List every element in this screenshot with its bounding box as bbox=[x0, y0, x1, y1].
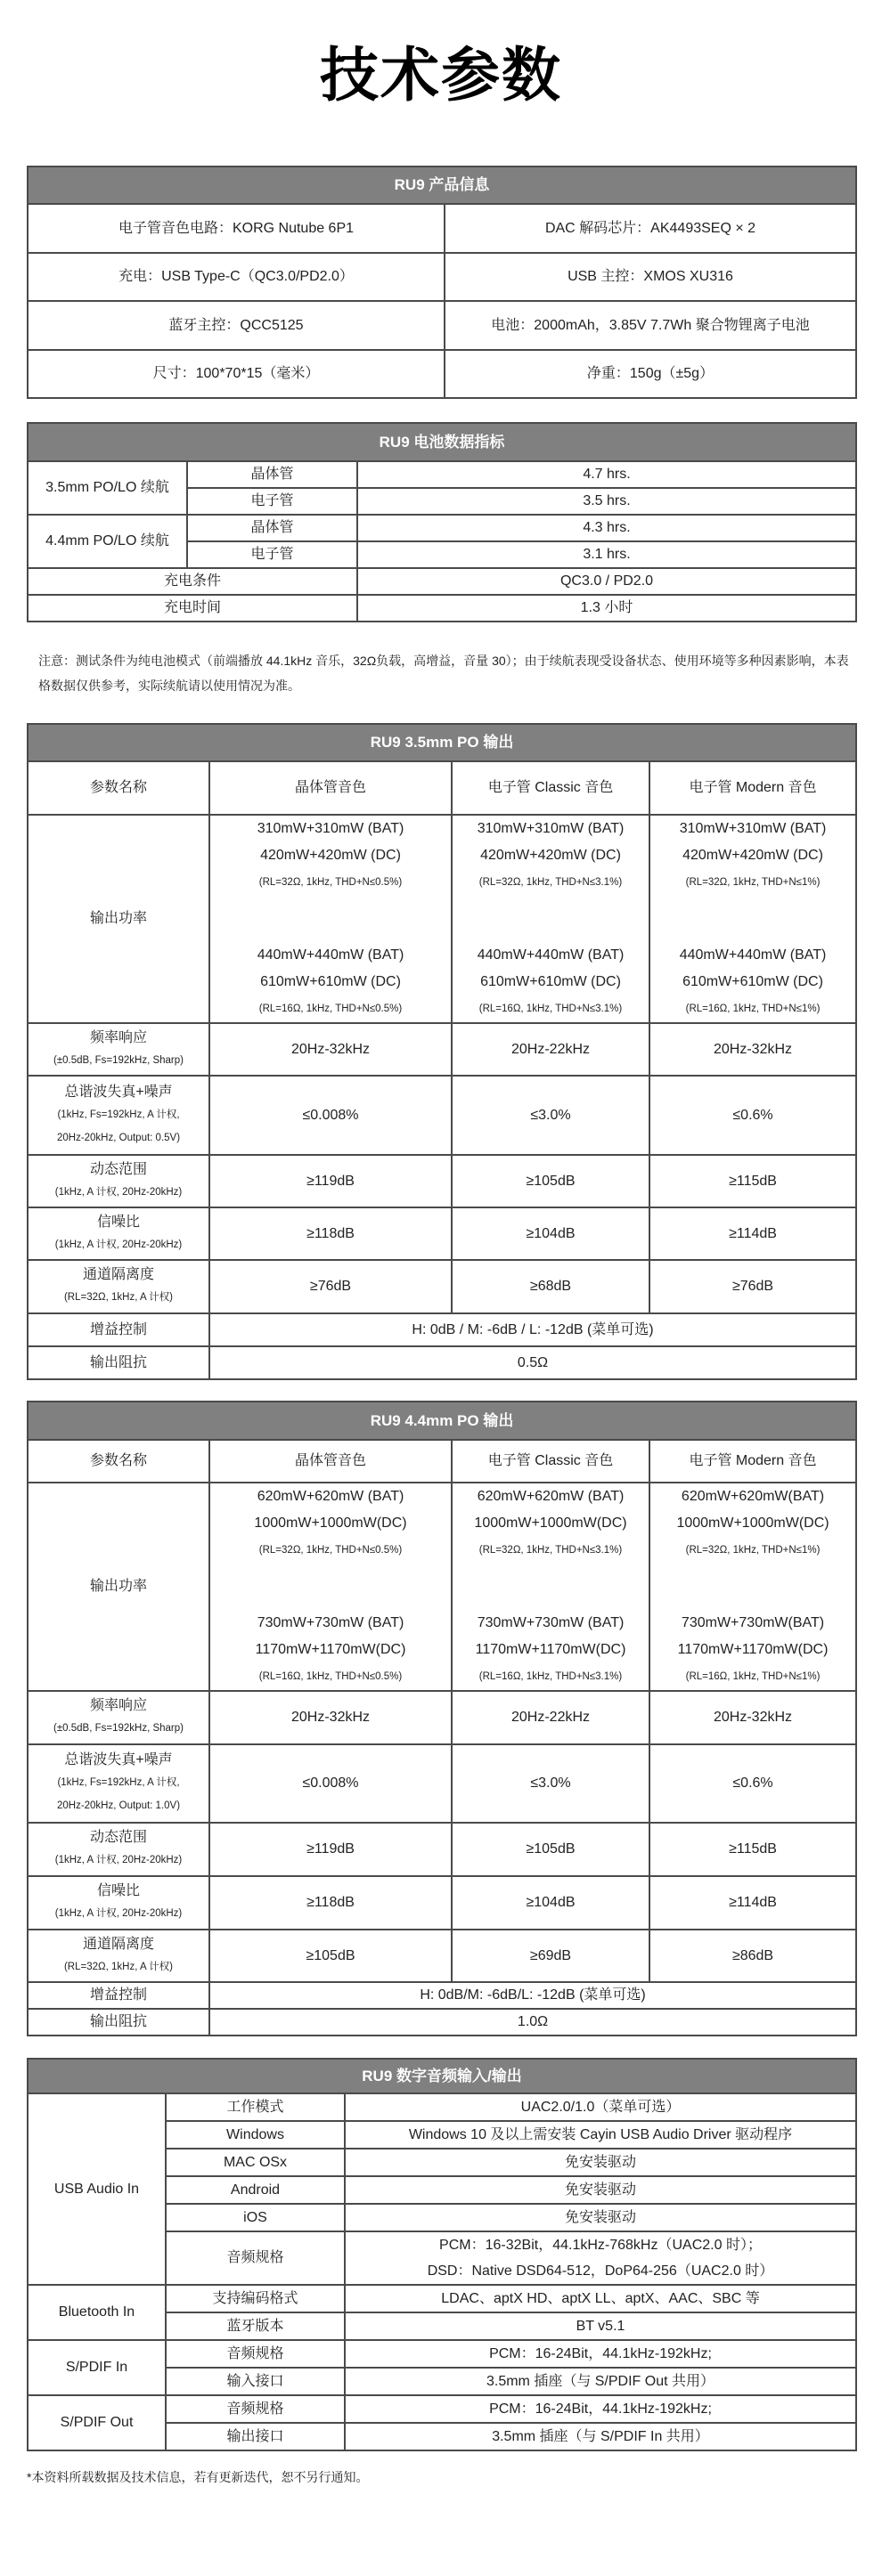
spec-label: iOS bbox=[166, 2204, 345, 2231]
spec-value-line: BT v5.1 bbox=[576, 2319, 625, 2334]
table-row bbox=[28, 1691, 856, 1744]
interface-label: S/PDIF Out bbox=[28, 2395, 166, 2450]
table-header: RU9 4.4mm PO 输出 bbox=[28, 1402, 856, 1440]
table-row bbox=[28, 2059, 856, 2093]
battery-value: 4.7 hrs. bbox=[357, 461, 856, 488]
param-value: ≤0.6% bbox=[649, 1076, 856, 1155]
table-row bbox=[28, 595, 856, 622]
param-value: ≥115dB bbox=[649, 1823, 856, 1876]
param-label bbox=[28, 1691, 209, 1744]
charge-value: QC3.0 / PD2.0 bbox=[357, 568, 856, 595]
interface-label: USB Audio In bbox=[28, 2093, 166, 2285]
spec-label: 音频规格 bbox=[166, 2340, 345, 2368]
param-value: ≤3.0% bbox=[452, 1744, 649, 1823]
digital-audio-table bbox=[27, 2058, 857, 2451]
power-condition: (RL=32Ω, 1kHz, THD+N≤3.1%) bbox=[478, 877, 623, 888]
spec-value-line: UAC2.0/1.0（菜单可选） bbox=[520, 2100, 681, 2115]
param-condition: 20Hz-20kHz, Output: 1.0V) bbox=[56, 1800, 181, 1811]
gain-value: H: 0dB/M: -6dB/L: -12dB (菜单可选) bbox=[209, 1982, 856, 2009]
power-value: 440mW+440mW (BAT) bbox=[477, 947, 625, 963]
param-value: 20Hz-32kHz bbox=[649, 1023, 856, 1076]
spec-value-line: Windows 10 及以上需安装 Cayin USB Audio Driver 驱动程序 bbox=[408, 2127, 793, 2142]
power-value: 420mW+420mW (DC) bbox=[682, 848, 823, 863]
param-name: 信噪比 bbox=[96, 1214, 140, 1230]
impedance-value: 1.0Ω bbox=[209, 2009, 856, 2036]
param-label bbox=[28, 1023, 209, 1076]
power-condition: (RL=16Ω, 1kHz, THD+N≤3.1%) bbox=[478, 1671, 623, 1682]
param-value: ≥104dB bbox=[452, 1876, 649, 1930]
param-name: 信噪比 bbox=[96, 1883, 140, 1898]
param-value: ≥105dB bbox=[209, 1930, 452, 1982]
battery-mode: 晶体管 bbox=[187, 515, 357, 541]
param-label bbox=[28, 1155, 209, 1207]
param-label bbox=[28, 1744, 209, 1823]
column-header: 电子管 Modern 音色 bbox=[649, 1440, 856, 1483]
param-name: 动态范围 bbox=[89, 1161, 147, 1177]
power-value: 1000mW+1000mW(DC) bbox=[254, 1516, 407, 1531]
spec-label: 蓝牙版本 bbox=[166, 2312, 345, 2340]
spec-value-line: 3.5mm 插座（与 S/PDIF Out 共用） bbox=[486, 2374, 715, 2389]
param-value: ≥118dB bbox=[209, 1207, 452, 1260]
param-value: 20Hz-22kHz bbox=[452, 1691, 649, 1744]
spec-cell: 尺寸：100*70*15（毫米） bbox=[28, 350, 445, 398]
spec-cell: 蓝牙主控：QCC5125 bbox=[28, 301, 445, 350]
charge-label: 充电时间 bbox=[28, 595, 357, 622]
param-value: ≤0.008% bbox=[209, 1744, 452, 1823]
param-name: 总谐波失真+噪声 bbox=[64, 1084, 173, 1100]
power-value: 730mW+730mW(BAT) bbox=[681, 1615, 825, 1630]
param-value: ≥114dB bbox=[649, 1207, 856, 1260]
power-condition: (RL=16Ω, 1kHz, THD+N≤0.5%) bbox=[258, 1004, 403, 1014]
footnote: *本资料所载数据及技术信息，若有更新迭代，恕不另行通知。 bbox=[27, 2470, 369, 2484]
battery-group-label: 3.5mm PO/LO 续航 bbox=[28, 461, 187, 515]
table-row bbox=[28, 2340, 856, 2368]
param-name: 通道隔离度 bbox=[82, 1936, 154, 1952]
table-row bbox=[28, 1023, 856, 1076]
param-value: 20Hz-32kHz bbox=[209, 1023, 452, 1076]
spec-cell: 净重：150g（±5g） bbox=[445, 350, 856, 398]
param-label: 输出功率 bbox=[28, 1483, 209, 1691]
table-row bbox=[28, 2093, 856, 2121]
table-row bbox=[28, 761, 856, 815]
spacer bbox=[214, 896, 447, 942]
spec-value-line: 免安装驱动 bbox=[564, 2155, 636, 2170]
battery-mode: 电子管 bbox=[187, 488, 357, 515]
table-row bbox=[28, 461, 856, 488]
power-value: 1170mW+1170mW(DC) bbox=[255, 1642, 406, 1657]
power-condition: (RL=16Ω, 1kHz, THD+N≤1%) bbox=[685, 1671, 821, 1682]
table-row bbox=[28, 1982, 856, 2009]
param-value: ≥114dB bbox=[649, 1876, 856, 1930]
power-value: 730mW+730mW (BAT) bbox=[257, 1615, 404, 1630]
battery-mode: 晶体管 bbox=[187, 461, 357, 488]
spec-value bbox=[345, 2149, 856, 2176]
battery-value: 3.1 hrs. bbox=[357, 541, 856, 568]
output-power-cell bbox=[649, 1483, 856, 1691]
table-row bbox=[28, 1930, 856, 1982]
table-row bbox=[28, 1876, 856, 1930]
table-row bbox=[28, 2395, 856, 2423]
power-value: 610mW+610mW (DC) bbox=[480, 974, 621, 989]
spec-cell: 电池：2000mAh，3.85V 7.7Wh 聚合物锂离子电池 bbox=[445, 301, 856, 350]
battery-value: 3.5 hrs. bbox=[357, 488, 856, 515]
param-value: ≥68dB bbox=[452, 1260, 649, 1313]
spec-value bbox=[345, 2231, 856, 2285]
power-condition: (RL=16Ω, 1kHz, THD+N≤3.1%) bbox=[478, 1004, 623, 1014]
param-value: ≤0.6% bbox=[649, 1744, 856, 1823]
param-value: ≥104dB bbox=[452, 1207, 649, 1260]
power-value: 310mW+310mW (BAT) bbox=[257, 821, 404, 836]
table-row bbox=[28, 1346, 856, 1379]
table-row bbox=[28, 423, 856, 461]
battery-mode: 电子管 bbox=[187, 541, 357, 568]
param-label bbox=[28, 1260, 209, 1313]
column-header: 电子管 Classic 音色 bbox=[452, 1440, 649, 1483]
param-condition: (RL=32Ω, 1kHz, A 计权) bbox=[63, 1961, 174, 1972]
spec-value-line: 免安装驱动 bbox=[564, 2182, 636, 2198]
param-name: 频率响应 bbox=[89, 1029, 147, 1045]
table-row bbox=[28, 1207, 856, 1260]
param-value: ≥119dB bbox=[209, 1155, 452, 1207]
charge-value: 1.3 小时 bbox=[357, 595, 856, 622]
power-value: 440mW+440mW (BAT) bbox=[679, 947, 827, 963]
spec-value-line: PCM：16-24Bit，44.1kHz-192kHz; bbox=[489, 2346, 712, 2361]
table-row bbox=[28, 1260, 856, 1313]
param-label bbox=[28, 1076, 209, 1155]
spec-value bbox=[345, 2093, 856, 2121]
spec-value bbox=[345, 2285, 856, 2312]
power-value: 420mW+420mW (DC) bbox=[260, 848, 401, 863]
table-row bbox=[28, 2285, 856, 2312]
spec-cell: USB 主控：XMOS XU316 bbox=[445, 253, 856, 301]
param-label: 输出阻抗 bbox=[28, 1346, 209, 1379]
power-condition: (RL=32Ω, 1kHz, THD+N≤0.5%) bbox=[258, 877, 403, 888]
power-condition: (RL=32Ω, 1kHz, THD+N≤0.5%) bbox=[258, 1545, 403, 1556]
spacer bbox=[654, 896, 852, 942]
table-row bbox=[28, 2009, 856, 2036]
spec-label: 支持编码格式 bbox=[166, 2285, 345, 2312]
table-row bbox=[28, 1402, 856, 1440]
param-label: 增益控制 bbox=[28, 1982, 209, 2009]
param-name: 动态范围 bbox=[89, 1830, 147, 1845]
spec-value-line: DSD：Native DSD64-512，DoP64-256（UAC2.0 时） bbox=[427, 2263, 774, 2279]
spec-label: MAC OSx bbox=[166, 2149, 345, 2176]
table-row bbox=[28, 815, 856, 1023]
spec-value-line: LDAC、aptX HD、aptX LL、aptX、AAC、SBC 等 bbox=[441, 2291, 760, 2306]
spacer bbox=[456, 896, 645, 942]
power-value: 620mW+620mW(BAT) bbox=[681, 1489, 825, 1504]
param-condition: (1kHz, A 计权, 20Hz-20kHz) bbox=[54, 1908, 183, 1919]
table-row bbox=[28, 724, 856, 761]
spec-label: 音频规格 bbox=[166, 2395, 345, 2423]
power-condition: (RL=16Ω, 1kHz, THD+N≤0.5%) bbox=[258, 1671, 403, 1682]
param-value: ≥86dB bbox=[649, 1930, 856, 1982]
output-power-cell bbox=[649, 815, 856, 1023]
spec-cell: 电子管音色电路：KORG Nutube 6P1 bbox=[28, 204, 445, 253]
param-condition: (1kHz, A 计权, 20Hz-20kHz) bbox=[54, 1855, 183, 1865]
spec-label: 输出接口 bbox=[166, 2423, 345, 2450]
spec-value bbox=[345, 2340, 856, 2368]
table-row bbox=[28, 204, 856, 253]
param-value: ≤0.008% bbox=[209, 1076, 452, 1155]
table-row bbox=[28, 1823, 856, 1876]
param-value: ≥76dB bbox=[209, 1260, 452, 1313]
power-value: 1170mW+1170mW(DC) bbox=[677, 1642, 829, 1657]
charge-label: 充电条件 bbox=[28, 568, 357, 595]
param-value: ≥119dB bbox=[209, 1823, 452, 1876]
table-row bbox=[28, 1313, 856, 1346]
spacer bbox=[456, 1564, 645, 1610]
param-label bbox=[28, 1930, 209, 1982]
battery-table bbox=[27, 422, 857, 622]
spec-value-line: PCM：16-24Bit，44.1kHz-192kHz; bbox=[489, 2401, 712, 2417]
power-value: 310mW+310mW (BAT) bbox=[679, 821, 827, 836]
param-value: 20Hz-32kHz bbox=[209, 1691, 452, 1744]
spec-value-line: 3.5mm 插座（与 S/PDIF In 共用） bbox=[492, 2429, 709, 2444]
output-power-cell bbox=[209, 1483, 452, 1691]
power-condition: (RL=32Ω, 1kHz, THD+N≤3.1%) bbox=[478, 1545, 623, 1556]
po44-output-table bbox=[27, 1401, 857, 2036]
table-header: RU9 电池数据指标 bbox=[28, 423, 856, 461]
param-condition: (1kHz, Fs=192kHz, A 计权, bbox=[57, 1109, 180, 1120]
power-value: 730mW+730mW (BAT) bbox=[477, 1615, 625, 1630]
spec-label: 工作模式 bbox=[166, 2093, 345, 2121]
battery-value: 4.3 hrs. bbox=[357, 515, 856, 541]
table-header: RU9 3.5mm PO 输出 bbox=[28, 724, 856, 761]
spec-value bbox=[345, 2368, 856, 2395]
interface-label: Bluetooth In bbox=[28, 2285, 166, 2340]
param-condition: (±0.5dB, Fs=192kHz, Sharp) bbox=[53, 1054, 184, 1066]
param-value: ≥118dB bbox=[209, 1876, 452, 1930]
param-value: ≥105dB bbox=[452, 1823, 649, 1876]
table-row bbox=[28, 253, 856, 301]
spec-value bbox=[345, 2395, 856, 2423]
power-value: 620mW+620mW (BAT) bbox=[477, 1489, 625, 1504]
spec-value bbox=[345, 2423, 856, 2450]
interface-label: S/PDIF In bbox=[28, 2340, 166, 2395]
param-label: 增益控制 bbox=[28, 1313, 209, 1346]
po35-output-table bbox=[27, 723, 857, 1380]
column-header: 参数名称 bbox=[28, 1440, 209, 1483]
param-condition: (1kHz, A 计权, 20Hz-20kHz) bbox=[54, 1186, 183, 1198]
power-value: 1000mW+1000mW(DC) bbox=[474, 1516, 627, 1531]
param-label bbox=[28, 1876, 209, 1930]
column-header: 晶体管音色 bbox=[209, 761, 452, 815]
power-value: 420mW+420mW (DC) bbox=[480, 848, 621, 863]
param-condition: (±0.5dB, Fs=192kHz, Sharp) bbox=[53, 1723, 184, 1734]
spec-label: 音频规格 bbox=[166, 2231, 345, 2285]
param-condition: 20Hz-20kHz, Output: 0.5V) bbox=[56, 1132, 181, 1143]
power-value: 620mW+620mW (BAT) bbox=[257, 1489, 404, 1504]
spec-value-line: 免安装驱动 bbox=[564, 2210, 636, 2225]
battery-group-label: 4.4mm PO/LO 续航 bbox=[28, 515, 187, 568]
spec-value bbox=[345, 2312, 856, 2340]
gain-value: H: 0dB / M: -6dB / L: -12dB (菜单可选) bbox=[209, 1313, 856, 1346]
param-value: ≥69dB bbox=[452, 1930, 649, 1982]
column-header: 参数名称 bbox=[28, 761, 209, 815]
table-row bbox=[28, 350, 856, 398]
power-value: 1170mW+1170mW(DC) bbox=[475, 1642, 626, 1657]
table-row bbox=[28, 1076, 856, 1155]
spec-label: Android bbox=[166, 2176, 345, 2204]
table-row bbox=[28, 568, 856, 595]
param-condition: (1kHz, Fs=192kHz, A 计权, bbox=[57, 1777, 180, 1788]
param-name: 频率响应 bbox=[89, 1698, 147, 1713]
table-row bbox=[28, 301, 856, 350]
param-condition: (RL=32Ω, 1kHz, A 计权) bbox=[63, 1292, 174, 1303]
table-row bbox=[28, 1744, 856, 1823]
param-label bbox=[28, 1207, 209, 1260]
product-info-table bbox=[27, 166, 857, 399]
column-header: 电子管 Modern 音色 bbox=[649, 761, 856, 815]
spec-label: 输入接口 bbox=[166, 2368, 345, 2395]
spec-cell: DAC 解码芯片：AK4493SEQ × 2 bbox=[445, 204, 856, 253]
spec-value bbox=[345, 2121, 856, 2149]
param-label: 输出阻抗 bbox=[28, 2009, 209, 2036]
param-label bbox=[28, 1823, 209, 1876]
param-name: 通道隔离度 bbox=[82, 1267, 154, 1282]
power-value: 610mW+610mW (DC) bbox=[260, 974, 401, 989]
power-condition: (RL=16Ω, 1kHz, THD+N≤1%) bbox=[685, 1004, 821, 1014]
param-name: 总谐波失真+噪声 bbox=[64, 1752, 173, 1767]
power-value: 1000mW+1000mW(DC) bbox=[676, 1516, 829, 1531]
param-value: ≤3.0% bbox=[452, 1076, 649, 1155]
spacer bbox=[654, 1564, 852, 1610]
output-power-cell bbox=[209, 815, 452, 1023]
table-row bbox=[28, 167, 856, 204]
output-power-cell bbox=[452, 815, 649, 1023]
param-value: ≥105dB bbox=[452, 1155, 649, 1207]
table-row bbox=[28, 1155, 856, 1207]
power-condition: (RL=32Ω, 1kHz, THD+N≤1%) bbox=[685, 877, 821, 888]
table-row bbox=[28, 1440, 856, 1483]
spec-label: Windows bbox=[166, 2121, 345, 2149]
battery-note: 注意：测试条件为纯电池模式（前端播放 44.1kHz 音乐，32Ω负载，高增益，音量 30）；由于续航表现受设备状态、使用环境等多种因素影响，本表格数据仅供参考，实际续航请以使用情况为准。 bbox=[38, 654, 849, 693]
param-value: 20Hz-32kHz bbox=[649, 1691, 856, 1744]
spec-value-line: PCM：16-32Bit，44.1kHz-768kHz（UAC2.0 时）； bbox=[439, 2238, 762, 2253]
table-row bbox=[28, 1483, 856, 1691]
impedance-value: 0.5Ω bbox=[209, 1346, 856, 1379]
param-condition: (1kHz, A 计权, 20Hz-20kHz) bbox=[54, 1239, 183, 1250]
spec-cell: 充电：USB Type-C（QC3.0/PD2.0） bbox=[28, 253, 445, 301]
spec-value bbox=[345, 2204, 856, 2231]
power-value: 610mW+610mW (DC) bbox=[682, 974, 823, 989]
param-value: ≥115dB bbox=[649, 1155, 856, 1207]
output-power-cell bbox=[452, 1483, 649, 1691]
column-header: 晶体管音色 bbox=[209, 1440, 452, 1483]
power-value: 310mW+310mW (BAT) bbox=[477, 821, 625, 836]
column-header: 电子管 Classic 音色 bbox=[452, 761, 649, 815]
param-value: ≥76dB bbox=[649, 1260, 856, 1313]
table-header: RU9 产品信息 bbox=[28, 167, 856, 204]
power-value: 440mW+440mW (BAT) bbox=[257, 947, 404, 963]
power-condition: (RL=32Ω, 1kHz, THD+N≤1%) bbox=[685, 1545, 821, 1556]
param-value: 20Hz-22kHz bbox=[452, 1023, 649, 1076]
table-header: RU9 数字音频输入/输出 bbox=[28, 2059, 856, 2093]
page-title: 技术参数 bbox=[320, 42, 562, 108]
spec-value bbox=[345, 2176, 856, 2204]
table-row bbox=[28, 515, 856, 541]
spacer bbox=[214, 1564, 447, 1610]
param-label: 输出功率 bbox=[28, 815, 209, 1023]
